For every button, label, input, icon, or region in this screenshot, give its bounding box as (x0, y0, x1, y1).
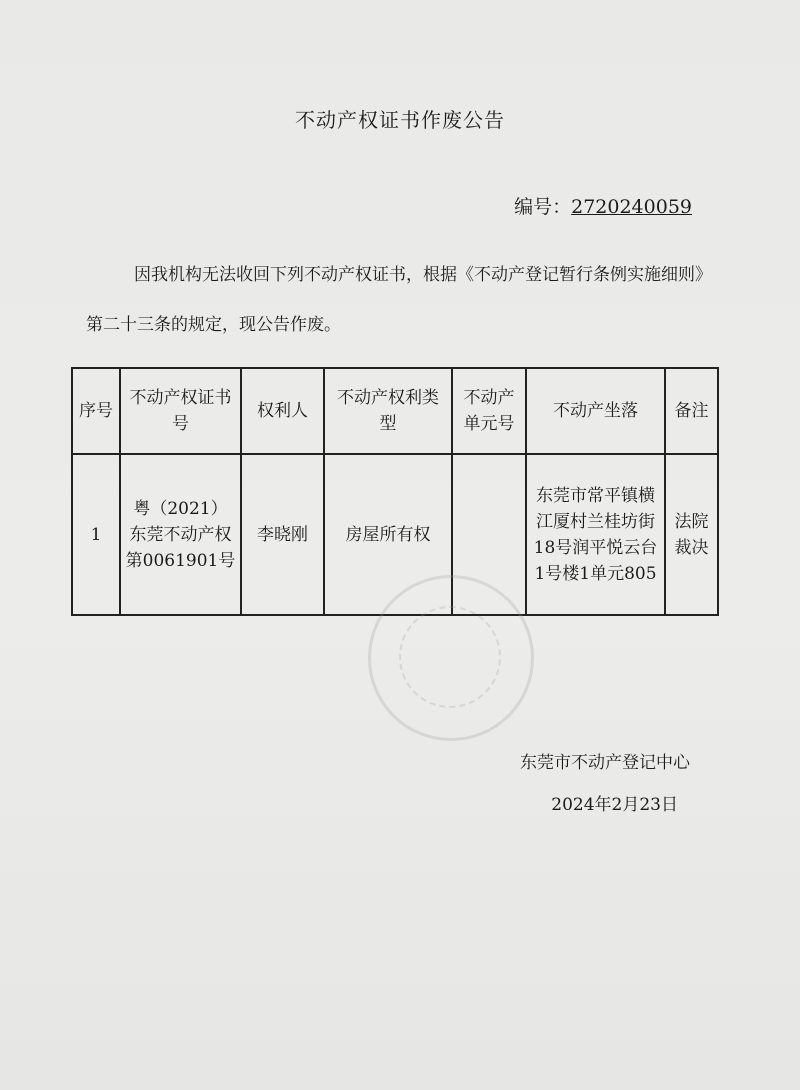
certificate-table (71, 367, 719, 616)
cell-note: 法院裁决 (665, 454, 718, 615)
number-value: 2720240059 (571, 196, 692, 218)
table-row (72, 454, 718, 615)
cell-right-type: 房屋所有权 (324, 454, 452, 615)
cell-serial: 1 (72, 454, 120, 615)
number-label: 编号： (514, 196, 572, 218)
header-cert-no: 不动产权证书号 (120, 368, 241, 454)
issue-date: 2024年2月23日 (551, 795, 678, 815)
header-location: 不动产坐落 (526, 368, 665, 454)
document-number (514, 192, 692, 219)
cell-cert-no: 粤（2021）东莞不动产权第0061901号 (120, 454, 241, 615)
header-right-type: 不动产权利类型 (324, 368, 452, 454)
seal-inner-ring (399, 606, 501, 708)
document-title: 不动产权证书作废公告 (295, 108, 505, 132)
header-owner: 权利人 (241, 368, 324, 454)
official-seal-stamp (368, 575, 534, 741)
cell-location: 东莞市常平镇横江厦村兰桂坊街18号润平悦云台1号楼1单元805 (526, 454, 665, 615)
table-header-row (72, 368, 718, 454)
header-note: 备注 (665, 368, 718, 454)
header-serial: 序号 (72, 368, 120, 454)
notice-paragraph: 因我机构无法收回下列不动产权证书，根据《不动产登记暂行条例实施细则》第二十三条的规定，现公告作废。 (86, 265, 712, 335)
header-unit-no: 不动产单元号 (452, 368, 526, 454)
issuing-organization: 东莞市不动产登记中心 (520, 753, 690, 773)
cell-owner: 李晓刚 (241, 454, 324, 615)
